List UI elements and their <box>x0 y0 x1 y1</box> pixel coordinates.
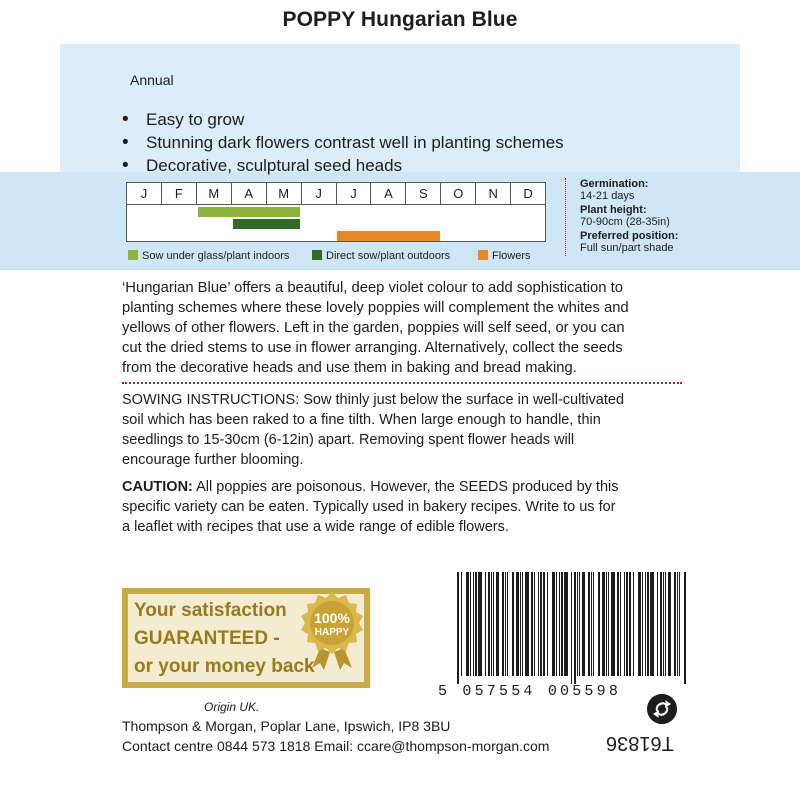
description-line: from the decorative heads and use them in baking and bread making. <box>122 360 577 376</box>
company-contact <box>122 716 549 756</box>
position-value: Full sun/part shade <box>580 242 674 254</box>
contact-line: Contact centre 0844 573 1818 Email: ccare@thompson-morgan.com <box>122 738 550 754</box>
growing-info <box>565 178 780 256</box>
feature-item: • Decorative, sculptural seed heads <box>122 154 564 177</box>
product-title: POPPY Hungarian Blue <box>282 8 518 31</box>
caution-heading: CAUTION: <box>122 479 193 495</box>
recycle-icon <box>647 694 677 724</box>
plant-type-label: Annual <box>130 72 174 88</box>
month-header <box>127 183 545 205</box>
month-cell: M <box>267 183 302 204</box>
germination-value: 14-21 days <box>580 190 635 202</box>
sowing-instructions <box>122 390 722 470</box>
legend-label: Sow under glass/plant indoors <box>142 250 290 262</box>
month-cell: J <box>337 183 372 204</box>
height-value: 70-90cm (28-35in) <box>580 216 670 228</box>
month-cell: N <box>476 183 511 204</box>
caution-notice <box>122 477 722 537</box>
description-line: ‘Hungarian Blue’ offers a beautiful, deep violet colour to add sophistication to <box>122 280 623 296</box>
legend-label: Flowers <box>492 250 531 262</box>
description-line: cut the dried stems to use in flower arranging. Alternatively, collect the seeds <box>122 340 623 356</box>
badge-word: HAPPY <box>314 627 350 638</box>
month-cell: J <box>302 183 337 204</box>
caution-line: a leaflet with recipes that use a wide range of edible flowers. <box>122 519 509 535</box>
company-address: Thompson & Morgan, Poplar Lane, Ipswich, IP8 3BU <box>122 718 451 734</box>
badge-percent: 100% <box>314 610 350 626</box>
germination-label: Germination: <box>580 178 649 190</box>
product-code: T61836 <box>606 732 674 754</box>
guarantee-line: Your satisfaction <box>134 600 287 621</box>
position-label: Preferred position: <box>580 230 679 242</box>
legend-sow-indoors <box>128 250 289 262</box>
month-cell: D <box>523 186 533 201</box>
origin-label: Origin UK. <box>204 700 260 714</box>
sowing-calendar <box>126 182 546 242</box>
month-cell: A <box>232 183 267 204</box>
guarantee-line: GUARANTEED - <box>134 628 280 649</box>
month-cell: O <box>441 183 476 204</box>
description <box>122 278 722 378</box>
sowing-heading: SOWING INSTRUCTIONS: <box>122 392 300 408</box>
month-cell: J <box>127 183 162 204</box>
month-cell: A <box>371 183 406 204</box>
feature-list <box>122 108 564 177</box>
legend-flowers <box>478 250 531 262</box>
legend-swatch <box>128 250 138 260</box>
sowing-line: soil which has been raked to a fine tilth. When large enough to handle, thin <box>122 412 601 428</box>
calendar-bar-sow-outdoors <box>233 219 301 229</box>
legend-label: Direct sow/plant outdoors <box>326 250 451 262</box>
legend-sow-outdoors <box>312 250 450 262</box>
barcode-number: 5 057554 005598 <box>438 683 622 700</box>
dotted-divider <box>122 382 682 384</box>
calendar-bar-flowers <box>337 231 440 241</box>
guarantee-line: or your money back <box>134 656 315 677</box>
caution-line: specific variety can be eaten. Typically used in bakery recipes. Write to us for <box>122 499 616 515</box>
legend-swatch <box>478 250 488 260</box>
sowing-line: seedlings to 15-30cm (6-12in) apart. Removing spent flower heads will <box>122 432 575 448</box>
month-cell: F <box>162 183 197 204</box>
month-cell: S <box>406 183 441 204</box>
description-line: planting schemes where these lovely poppies will complement the whites and <box>122 300 629 316</box>
month-cell: M <box>197 183 232 204</box>
description-line: yellows of other flowers. Left in the garden, poppies will self seed, or you can <box>122 320 625 336</box>
height-label: Plant height: <box>580 204 647 216</box>
barcode <box>457 572 687 684</box>
sowing-line: Sow thinly just below the surface in well-cultivated <box>299 392 625 408</box>
happy-badge-icon <box>292 590 372 670</box>
calendar-bar-sow-indoors <box>198 207 301 217</box>
feature-item: • Stunning dark flowers contrast well in planting schemes <box>122 131 564 154</box>
sowing-line: encourage further blooming. <box>122 452 304 468</box>
legend-swatch <box>312 250 322 260</box>
feature-item: • Easy to grow <box>122 108 564 131</box>
caution-line: All poppies are poisonous. However, the SEEDS produced by this <box>192 479 619 495</box>
